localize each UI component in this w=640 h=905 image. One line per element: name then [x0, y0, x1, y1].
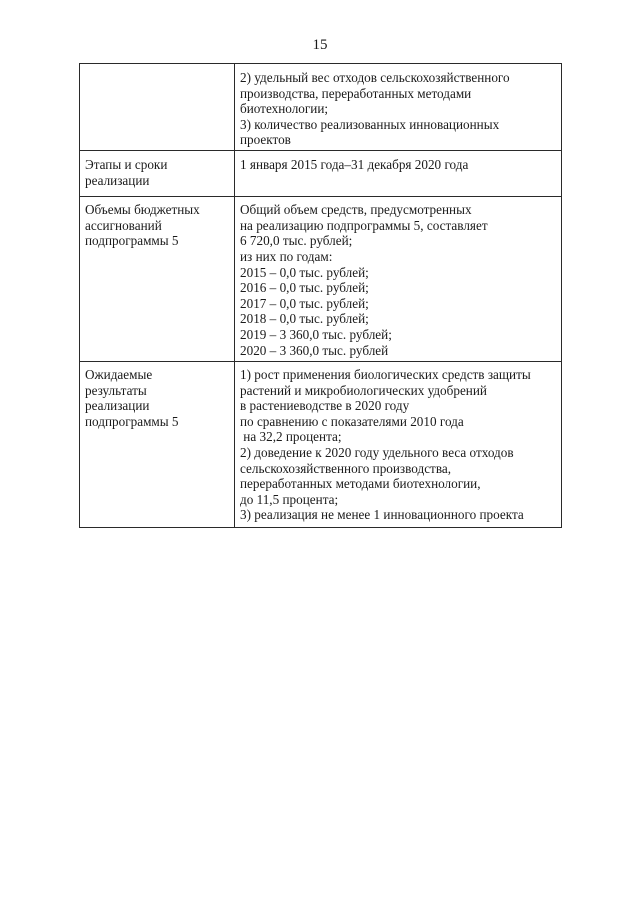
text-line: биотехнологии;	[240, 101, 329, 117]
text-line: 2017 – 0,0 тыс. рублей;	[240, 295, 369, 311]
cell-label-text	[80, 362, 234, 433]
subprogram-passport-table	[79, 63, 562, 528]
text-line: 3) количество реализованных инновационных	[240, 116, 500, 132]
text-line: 2016 – 0,0 тыс. рублей;	[240, 280, 369, 296]
cell-value-text	[235, 64, 561, 150]
text-line: на реализацию подпрограммы 5, составляет	[240, 217, 488, 233]
text-line: 1) рост применения биологических средств защиты	[240, 367, 531, 383]
cell-label-text	[80, 151, 234, 196]
text-line: до 11,5 процента;	[240, 491, 339, 507]
text-line: ассигнований	[85, 217, 162, 233]
text-line: переработанных методами биотехнологии,	[240, 476, 481, 492]
table-cell-value	[235, 150, 562, 196]
text-line: Объемы бюджетных	[85, 202, 200, 218]
cell-value-text	[235, 151, 561, 181]
text-line: производства, переработанных методами	[240, 85, 472, 101]
text-line: реализации	[85, 398, 150, 414]
text-line: по сравнению с показателями 2010 года	[240, 413, 464, 429]
cell-label-text	[80, 64, 234, 72]
table-cell-value	[235, 64, 562, 151]
text-line: из них по годам:	[240, 248, 333, 264]
text-line: проектов	[240, 132, 291, 148]
text-line: в растениеводстве в 2020 году	[240, 398, 410, 414]
text-line: сельскохозяйственного производства,	[240, 460, 452, 476]
table-cell-label	[80, 362, 235, 528]
text-line: 6 720,0 тыс. рублей;	[240, 233, 353, 249]
table-cell-value	[235, 197, 562, 362]
cell-value-text	[235, 197, 561, 361]
table-cell-label	[80, 197, 235, 362]
text-line: 2019 – 3 360,0 тыс. рублей;	[240, 326, 392, 342]
text-line: Ожидаемые	[85, 367, 153, 383]
text-line: 1 января 2015 года–31 декабря 2020 года	[240, 156, 469, 172]
table-row-stages-and-terms	[80, 150, 562, 196]
text-line: подпрограммы 5	[85, 233, 179, 249]
table-row-indicators-continued	[80, 64, 562, 151]
text-line: 2015 – 0,0 тыс. рублей;	[240, 264, 369, 280]
text-line: 2020 – 3 360,0 тыс. рублей	[240, 342, 389, 358]
text-line: на 32,2 процента;	[240, 429, 342, 445]
text-line: Этапы и сроки	[85, 156, 168, 172]
text-line: растений и микробиологических удобрений	[240, 382, 487, 398]
table-row-expected-results	[80, 362, 562, 528]
text-line: результаты	[85, 382, 147, 398]
text-line: Общий объем средств, предусмотренных	[240, 202, 472, 218]
table-cell-label	[80, 64, 235, 151]
cell-label-text	[80, 197, 234, 252]
text-line: 2) удельный вес отходов сельскохозяйственного	[240, 70, 510, 85]
text-line: 2) доведение к 2020 году удельного веса отходов	[240, 445, 514, 461]
cell-value-text	[235, 362, 561, 527]
text-line: реализации	[85, 172, 150, 188]
text-line: 2018 – 0,0 тыс. рублей;	[240, 311, 369, 327]
table-cell-label	[80, 150, 235, 196]
text-line: 3) реализация не менее 1 инновационного проекта	[240, 507, 524, 523]
table-cell-value	[235, 362, 562, 528]
table-row-budget-allocations	[80, 197, 562, 362]
page-number: 15	[312, 37, 328, 53]
text-line: подпрограммы 5	[85, 413, 179, 429]
